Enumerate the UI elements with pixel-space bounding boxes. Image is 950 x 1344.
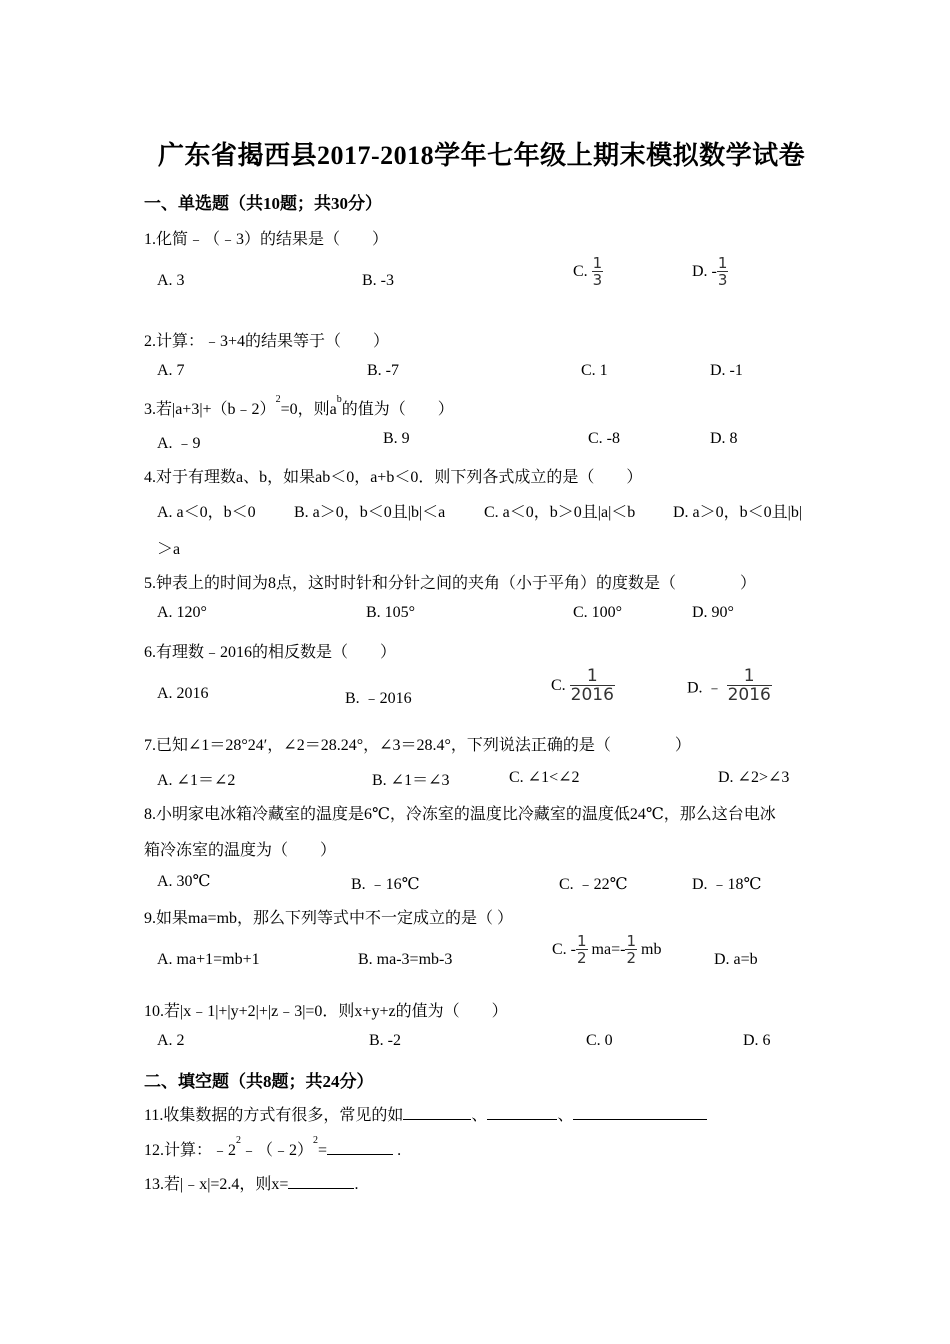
q4-option-d: D. a＞0，b＜0且|b| <box>673 504 803 521</box>
question-3-stem: 3.若|a+3|+（b﹣2）$^2$=0，则$a^b$的值为（ ） <box>144 394 454 418</box>
answer-blank[interactable] <box>573 1105 707 1120</box>
fraction-one-half: $\frac{1}{2}$ <box>577 932 587 967</box>
q4-option-b: B. a＞0，b＜0且|b|＜a <box>294 504 446 521</box>
q3-option-d: D. 8 <box>710 430 738 447</box>
q6-option-a: A. 2016 <box>157 685 209 702</box>
fraction-one-third: $\frac{1}{3}$ <box>592 254 603 289</box>
q8-option-d: D. ﹣18℃ <box>692 876 762 893</box>
q10-option-b: B. -2 <box>369 1032 401 1049</box>
q8-option-c: C. ﹣22℃ <box>559 876 628 893</box>
answer-blank[interactable] <box>487 1105 557 1120</box>
q8-option-b: B. ﹣16℃ <box>351 876 420 893</box>
fraction-one-over-2016: $\frac{1}{2016}$ <box>570 666 614 705</box>
page-title: 广东省揭西县2017-2018学年七年级上期末模拟数学试卷 <box>158 141 806 170</box>
q10-option-c: C. 0 <box>586 1032 613 1049</box>
q9-option-b: B. ma-3=mb-3 <box>358 951 453 968</box>
q5-option-d: D. 90° <box>692 604 734 621</box>
q4-option-c: C. a＜0，b＞0且|a|＜b <box>484 504 636 521</box>
q3-option-c: C. -8 <box>588 430 620 447</box>
question-1-stem: 1.化简﹣（﹣3）的结果是（ ） <box>144 231 389 248</box>
question-10-stem: 10.若|x﹣1|+|y+2|+|z﹣3|=0．则x+y+z的值为（ ） <box>144 1003 508 1020</box>
q9-option-d: D. a=b <box>714 951 758 968</box>
q5-option-c: C. 100° <box>573 604 623 621</box>
question-11-stem: 11.收集数据的方式有很多，常见的如 、 、 <box>144 1102 707 1125</box>
q1-option-d: D. - $\frac{1}{3}$ <box>692 254 728 289</box>
question-5-stem: 5.钟表上的时间为8点，这时时针和分针之间的夹角（小于平角）的度数是（ ） <box>144 575 757 592</box>
q5-option-a: A. 120° <box>157 604 207 621</box>
question-8-stem-line-2: 箱冷冻室的温度为（ ） <box>144 842 337 859</box>
q6-option-b: B. ﹣2016 <box>345 690 412 707</box>
q6-option-d: D. ﹣ $\frac{1}{2016}$ <box>687 666 771 705</box>
q3-option-b: B. 9 <box>383 430 410 447</box>
answer-blank[interactable] <box>288 1174 354 1189</box>
q2-option-a: A. 7 <box>157 362 185 379</box>
q10-option-a: A. 2 <box>157 1032 185 1049</box>
q10-option-d: D. 6 <box>743 1032 771 1049</box>
question-6-stem: 6.有理数﹣2016的相反数是（ ） <box>144 644 397 661</box>
q7-option-d: D. ∠2>∠3 <box>718 769 790 786</box>
fraction-one-over-2016: $\frac{1}{2016}$ <box>727 666 771 705</box>
q6-option-c: C. $\frac{1}{2016}$ <box>551 666 614 705</box>
q7-option-c: C. ∠1<∠2 <box>509 769 580 786</box>
q2-option-d: D. -1 <box>710 362 743 379</box>
question-9-stem: 9.如果ma=mb，那么下列等式中不一定成立的是（ ） <box>144 910 514 927</box>
q1-option-a: A. 3 <box>157 272 185 289</box>
fraction-one-third: $\frac{1}{3}$ <box>717 254 728 289</box>
q2-option-c: C. 1 <box>581 362 608 379</box>
q7-option-b: B. ∠1＝∠3 <box>372 772 450 789</box>
q1-option-b: B. -3 <box>362 272 394 289</box>
q5-option-b: B. 105° <box>366 604 416 621</box>
question-7-stem: 7.已知∠1＝28°24′，∠2＝28.24°，∠3＝28.4°，下列说法正确的是（ ） <box>144 737 691 754</box>
q8-option-a: A. 30℃ <box>157 873 211 890</box>
q7-option-a: A. ∠1＝∠2 <box>157 772 236 789</box>
q2-option-b: B. -7 <box>367 362 399 379</box>
fraction-one-half: $\frac{1}{2}$ <box>626 932 636 967</box>
answer-blank[interactable] <box>327 1140 393 1155</box>
question-2-stem: 2.计算：﹣3+4的结果等于（ ） <box>144 333 390 350</box>
section-heading-single-choice: 一、单选题（共10题；共30分） <box>144 194 382 213</box>
q1-option-c: C. $\frac{1}{3}$ <box>573 254 603 289</box>
question-12-stem: 12.计算：$﹣2^2﹣(﹣2)^2=$ . <box>144 1135 402 1159</box>
section-heading-fill-in: 二、填空题（共8题；共24分） <box>144 1072 374 1091</box>
q9-option-a: A. ma+1=mb+1 <box>157 951 260 968</box>
q3-option-a: A. ﹣9 <box>157 435 201 452</box>
question-8-stem-line-1: 8.小明家电冰箱冷藏室的温度是6℃，冷冻室的温度比冷藏室的温度低24℃，那么这台电冰 <box>144 806 776 823</box>
answer-blank[interactable] <box>403 1105 471 1120</box>
question-13-stem: 13.若|﹣x|=2.4，则x= . <box>144 1176 359 1193</box>
question-4-stem: 4.对于有理数a、b，如果ab＜0，a+b＜0．则下列各式成立的是（ ） <box>144 469 643 486</box>
q4-option-a: A. a＜0，b＜0 <box>157 504 256 521</box>
q4-option-d-continued: ＞a <box>157 541 181 558</box>
q9-option-c: C. - $\frac{1}{2}$ ma=- $\frac{1}{2}$ mb <box>552 932 662 967</box>
